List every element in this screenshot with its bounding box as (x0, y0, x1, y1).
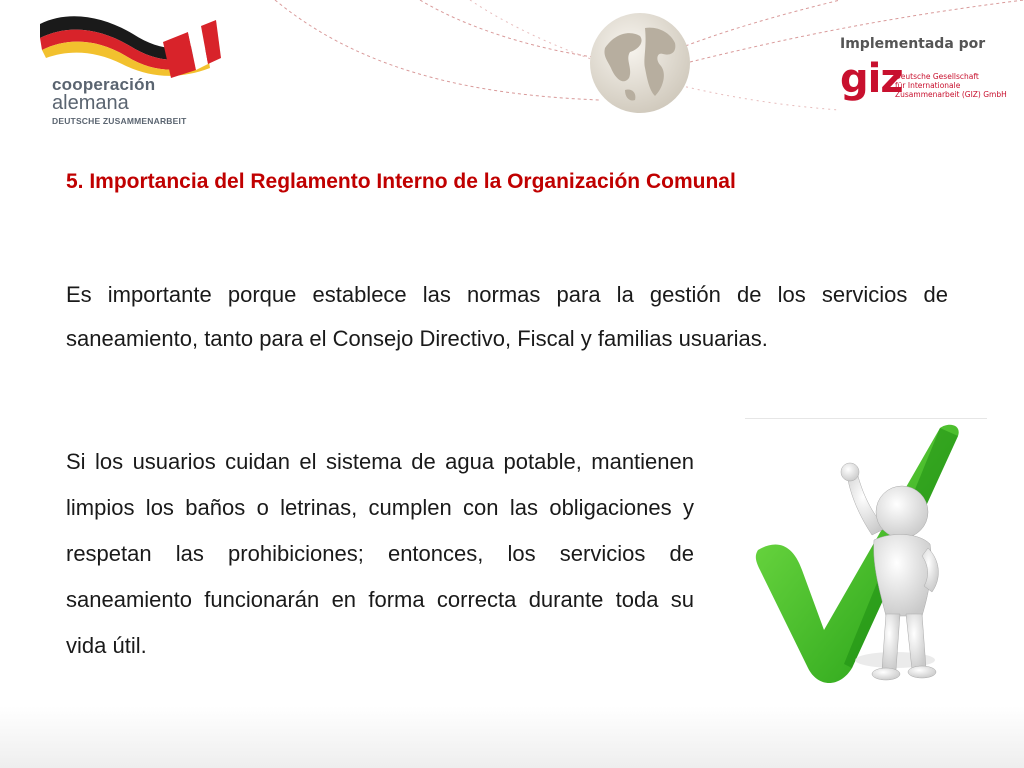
bottom-band (0, 706, 1024, 768)
implemented-by-label: Implementada por (840, 36, 986, 52)
slide-title: 5. Importancia del Reglamento Interno de la Organización Comunal (66, 170, 736, 193)
cooperacion-alemana-logo (38, 12, 223, 126)
conditions-paragraph: Si los usuarios cuidan el sistema de agua potable, mantienen limpios los baños o letrinas, cumplen con las obligaciones y respetan las prohibiciones; entonces, los servicios de saneamiento funcionarán en forma correcta durante toda su vida útil. (66, 449, 694, 658)
giz-desc-line: Deutsche Gesellschaft (895, 72, 979, 81)
intro-paragraph: Es importante porque establece las normas para la gestión de los servicios de saneamiento, tanto para el Consejo Directivo, Fiscal y familias usuarias. (66, 282, 948, 351)
giz-description (895, 72, 1015, 99)
giz-desc-line: Zusammenarbeit (GIZ) GmbH (895, 90, 1007, 99)
flag-ribbon-icon (38, 12, 223, 80)
coop-logo-line2: alemana (52, 92, 129, 114)
figure-top-line (745, 418, 987, 419)
giz-desc-line: für Internationale (895, 81, 961, 90)
globe-icon (585, 8, 695, 118)
coop-logo-line1: cooperación (52, 75, 156, 94)
giz-logo: giz (840, 56, 903, 102)
coop-logo-line3: DEUTSCHE ZUSAMMENARBEIT (52, 116, 187, 126)
checkmark-figure-icon (740, 420, 990, 700)
